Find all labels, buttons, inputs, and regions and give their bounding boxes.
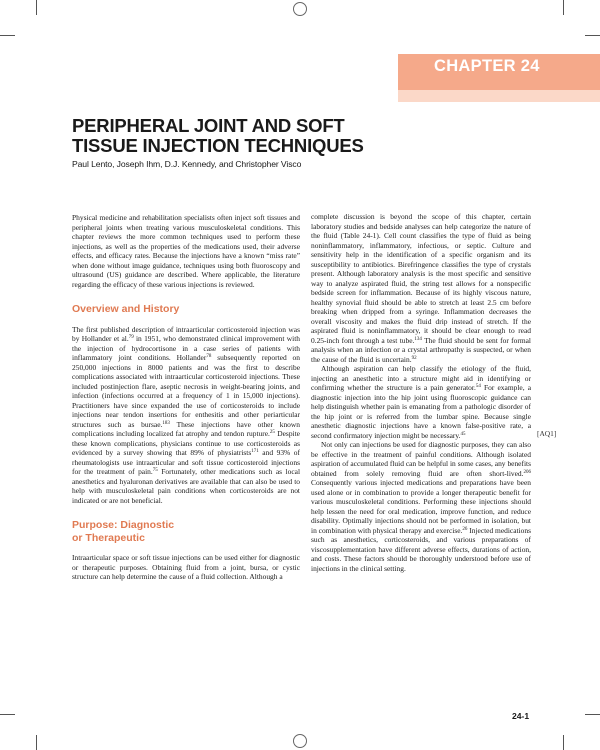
right-column [311,212,531,573]
citation: 134 [414,336,422,342]
crop-mark [563,0,564,15]
left-column [72,213,300,582]
intro-paragraph: Physical medicine and rehabilitation specialists often inject soft tissues and peripheral joints when treating various musculoskeletal conditions. This chapter reviews the more common techniques used to perform these injections, as well as the properties of the medications used, their adverse effects, and efficacy rates. Because the injections have a known “miss rate” when done without image guidance, techniques using both fluoroscopy and ultrasound (US) guidance are described. Where applicable, the literature regarding the efficacy of these various injections is reviewed. [72,213,300,289]
purpose-paragraph: Intraarticular space or soft tissue injections can be used either for diagnostic or therapeutic purposes. Obtaining fluid from a joint, bursa, or cystic structure can help determine the cause of a fluid collection. Although a [72,553,300,581]
crop-mark [36,735,37,750]
section-heading-overview: Overview and History [72,303,180,315]
crop-mark [585,714,600,715]
citation: 26 [462,526,468,532]
citation: 183 [162,420,170,426]
crop-mark [0,35,15,36]
section-heading-purpose: Purpose: Diagnostic or Therapeutic [72,519,175,544]
citation: 54 [475,384,481,389]
citation: 79 [128,335,134,340]
author-query-tag: [AQ1] [537,429,557,438]
page-number: 24-1 [512,711,530,721]
registration-mark-icon [293,734,307,748]
authors: Paul Lento, Joseph Ihm, D.J. Kennedy, and Christopher Visco [72,159,302,169]
diagnostic-paragraph: Although aspiration can help classify the etiology of the fluid, injecting an anesthetic into a structure might aid in identifying or confirming whether the structure is a pain generator.$^{54}$ For example, a diagnostic injection into the hip joint using fluoroscopic guidance can help distinguish whether pain is emanating from a pathologic disorder of the hip joint or is referred from the lumbar spine. Because single anesthetic diagnostic injections have a known false-positive rate, a second confirmatory injection might be necessary.$^{45}$ [311,364,532,440]
crop-mark [0,714,15,715]
citation: 45 [460,431,466,437]
therapeutic-paragraph: Not only can injections be used for diagnostic purposes, they can also be effective in the treatment of painful conditions. Although isolated aspiration of accumulated fluid can be helpful in some cases, any benefits obtained from solely removing fluid are often short-lived.$^{206}$ Consequently various injected medications and preparations have been used alone or in combination to provide a longer therapeutic benefit for various musculoskeletal conditions. Performing these injections should help lessen the need for oral medication, improve function, and reduce disability. Optimally injections should not be performed in isolation, but in combination with physical therapy and exercise.$^{26}$ Injected medications such as anesthetics, corticosteroids, and various preparations of viscosupplementation have different adverse effects, durations of action, and costs. These factors should be thoroughly understood before use of injections in the clinical setting. [311,440,531,573]
chapter-title [72,116,532,156]
chapter-title-line-2: TISSUE INJECTION TECHNIQUES [72,135,364,156]
crop-mark [563,735,564,750]
citation: 75 [152,468,158,473]
citation: 171 [251,449,259,454]
fluid-analysis-paragraph: complete discussion is beyond the scope of this chapter, certain laboratory studies and bedside analyses can help categorize the nature of the fluid (Table 24-1). Cell count classifies the type of fluid as being noninflammatory, inflammatory, infectious, or septic. Culture and sensitivity help in the identification of a specific organism and its susceptibility to antibiotics. Birefringence classifies the type of crystals present. Although laboratory analysis is the most specific and sensitive way to analyze aspirated fluid, the string test allows for a nonspecific bedside screen for inflammation. Because of its highly viscous nature, healthy synovial fluid should be able to stretch at least 2.5 cm before breaking when dripped from a syringe. Inflammation decreases the overall viscosity and makes the fluid drip instead of stretch. If the aspirated fluid is noninflammatory, it should be clear enough to read 0.25-inch font through a test tube.$^{134}$ The fluid should be sent for formal analysis when an infection or a crystal arthropathy is suspected, or when the cause of the fluid is uncertain.$^{92}$ [311,212,531,364]
citation: 92 [411,355,417,361]
registration-mark-icon [293,2,307,16]
crop-mark [36,0,37,15]
chapter-label: CHAPTER 24 [434,57,540,75]
citation: 78 [206,354,212,359]
citation: 25 [269,430,275,435]
chapter-banner-stripe [398,90,600,102]
citation: 206 [523,469,531,475]
overview-paragraph: The first published description of intraarticular corticosteroid injection was by Hollander et al.$^{79}$ in 1951, who demonstrated clinical improvement with the injection of hydrocortisone in a case series of patients with inflammatory joint conditions. Hollander$^{78}$ subsequently reported on 250,000 injections in 8000 patients and was the first to describe complications associated with intraarticular corticosteroid injections. These included postinjection flare, aseptic necrosis in weight-bearing joints, and infection (infections occurred at a frequency of 1 in 15,000 injections). Practitioners have since expanded the use of corticosteroids to include injections near tendon insertions for enthesitis and other periarticular structures such as bursae.$^{183}$ These injections have other known complications including localized fat atrophy and tendon rupture.$^{25}$ Despite these known complications, physicians continue to use corticosteroids as evidenced by a survey showing that 89% of physiatrists$^{171}$ and 93% of rheumatologists use intraarticular and soft tissue corticosteroid injections for the treatment of pain.$^{75}$ Fortunately, other medications such as local anesthetics and hyaluronan derivatives are available that can also be used to help with musculoskeletal pain conditions when corticosteroids are not indicated or are not beneficial. [72,324,301,505]
crop-mark [585,35,600,36]
chapter-title-line-1: PERIPHERAL JOINT AND SOFT [72,115,345,136]
